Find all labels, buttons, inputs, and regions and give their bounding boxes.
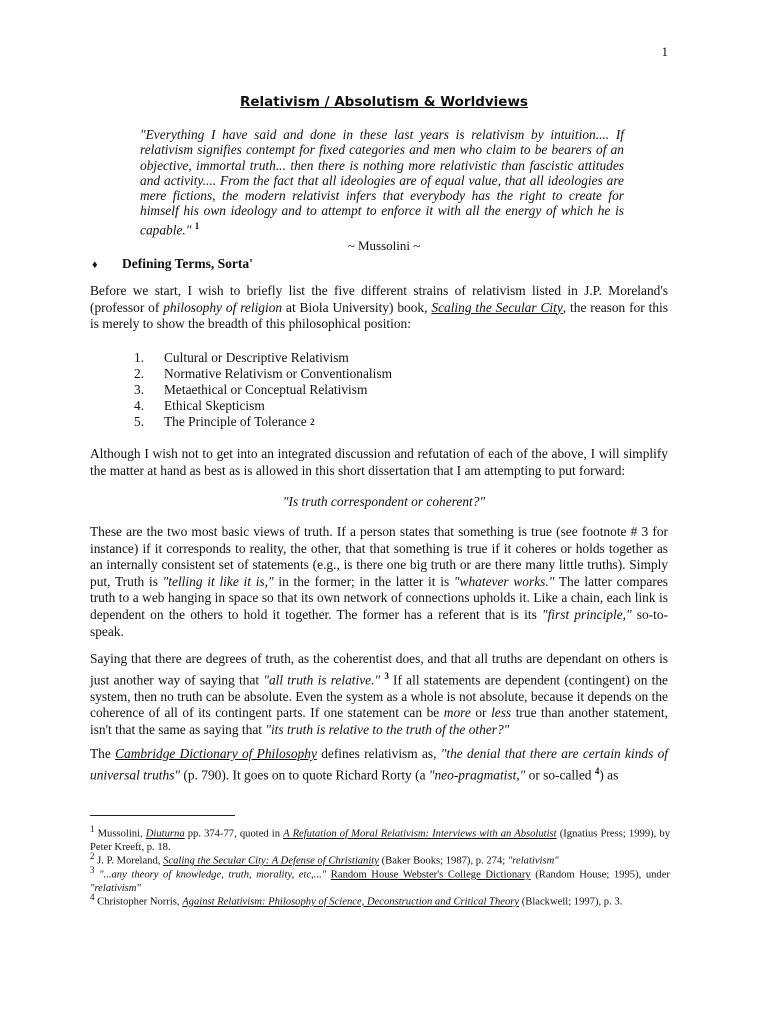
footnote-ref-1: 1 bbox=[194, 220, 200, 231]
text: (Baker Books; 1987), p. 274; bbox=[378, 855, 508, 867]
list-text: Normative Relativism or Conventionalism bbox=[164, 366, 392, 381]
book-title: Scaling the Secular City bbox=[431, 299, 563, 315]
emphasis-text: "relativism" bbox=[90, 882, 141, 894]
text: The latter compares truth to a web hanging in space so that its own network of connections upholds it. Like a chain, each link is dependent on the others to hold it together. The former has a referent that is its bbox=[90, 573, 668, 622]
list-item bbox=[134, 414, 392, 430]
text: These are the two most basic views of truth. If a person states that something is true (see footnote # 3 for instance) if it corresponds to reality, the other, that that something is true if it coheres or holds together as an internally consistent set of statements (e.g., is there one big truth or are there many little truths). Simply put, Truth is bbox=[90, 524, 668, 589]
text: ) as bbox=[599, 767, 619, 783]
text: The bbox=[90, 746, 116, 761]
list-item bbox=[134, 398, 392, 414]
text: (p. 790). It goes on to quote Richard Rorty (a bbox=[180, 767, 429, 783]
diamond-bullet-icon: ♦ bbox=[92, 259, 98, 271]
epigraph-quote bbox=[140, 127, 624, 238]
emphasis-text: "all truth is relative." bbox=[263, 672, 381, 688]
list-number: 1. bbox=[134, 350, 145, 365]
text: (Ignatius Press; 1999), by Peter Kreeft, p. 18. bbox=[90, 828, 670, 853]
text: so-to-speak. bbox=[90, 606, 669, 639]
emphasis-text: "first principle," bbox=[541, 606, 632, 622]
list-number: 3. bbox=[134, 382, 145, 397]
relativism-list bbox=[134, 350, 392, 430]
book-title: Against Relativism: Philosophy of Science, Deconstruction and Critical Theory bbox=[182, 896, 520, 908]
list-text: The Principle of Tolerance bbox=[164, 414, 307, 429]
paragraph-5 bbox=[90, 746, 668, 784]
emphasis-text: philosophy of religion bbox=[163, 299, 283, 315]
footnote-4 bbox=[90, 891, 670, 909]
footnote-number: 1 bbox=[90, 824, 95, 834]
paragraph-2: Although I wish not to get into an integrated discussion and refutation of each of the above, I will simplify the matter at hand as best as is allowed in this short dissertation that I am attempting to put forward: bbox=[90, 446, 668, 478]
emphasis-text: more bbox=[443, 705, 471, 721]
emphasis-text: "whatever works." bbox=[453, 573, 555, 589]
text: , the reason for this is merely to show the breadth of this philosophical position: bbox=[90, 299, 668, 332]
list-item bbox=[134, 366, 392, 382]
list-item bbox=[134, 382, 392, 398]
emphasis-text: "its truth is relative to the truth of the other?" bbox=[265, 721, 510, 737]
book-title: Random House Webster's College Dictionary bbox=[330, 869, 531, 881]
quote-attribution: ~ Mussolini ~ bbox=[347, 238, 421, 253]
section-heading bbox=[92, 256, 253, 272]
text: at Biola University) book, bbox=[282, 299, 432, 315]
quote-text: "Everything I have said and done in these last years is relativism by intuition.... If relativism signifies contempt for fixed categories and men who claim to be bearers of an objective, immortal truth... then there is nothing more relativistic than fascistic attitudes and activity.... From the fact that all ideologies are of equal value, that all ideologies are mere fictions, the modern relativist infers that everybody has the right to create for himself his own ideology and to attempt to enforce it with all the energy of which he is capable." bbox=[140, 127, 624, 238]
paragraph-3 bbox=[90, 524, 668, 640]
section-heading-text: Defining Terms, Sorta' bbox=[122, 256, 253, 271]
book-title: Diuturna bbox=[145, 828, 185, 840]
list-text: Metaethical or Conceptual Relativism bbox=[164, 382, 368, 397]
text: Christopher Norris, bbox=[94, 896, 183, 908]
emphasis-text: "relativism" bbox=[507, 855, 559, 867]
text: Mussolini, bbox=[94, 828, 146, 840]
emphasis-text: "...any theory of knowledge, truth, morality, etc,..." bbox=[99, 869, 327, 881]
text: J. P. Moreland, bbox=[94, 855, 164, 867]
footnote-ref-3: 3 bbox=[384, 670, 389, 681]
list-number: 4. bbox=[134, 398, 145, 413]
page-number: 1 bbox=[661, 44, 668, 59]
list-text: Ethical Skepticism bbox=[164, 398, 265, 413]
emphasis-text: less bbox=[491, 705, 512, 721]
paragraph-4 bbox=[90, 651, 668, 738]
book-title: Scaling the Secular City: A Defense of Christianity bbox=[163, 855, 379, 867]
text: Saying that there are degrees of truth, as the coherentist does, and that all truths are dependant on others is just another way of saying that bbox=[90, 651, 668, 688]
emphasis-text: "telling it like it is," bbox=[162, 573, 274, 589]
list-number: 2. bbox=[134, 366, 145, 381]
text: pp. 374-77, quoted in bbox=[184, 828, 284, 840]
text: in the former; in the latter it is bbox=[273, 573, 454, 589]
book-title: Cambridge Dictionary of Philosophy bbox=[115, 746, 317, 761]
emphasis-text: "the denial that there are certain kinds of universal truths" bbox=[90, 746, 669, 783]
list-text: Cultural or Descriptive Relativism bbox=[164, 350, 349, 365]
list-item bbox=[134, 350, 392, 366]
intro-paragraph bbox=[90, 283, 668, 333]
footnote-ref-2: 2 bbox=[310, 417, 315, 427]
text: defines relativism as, bbox=[316, 746, 441, 761]
footnote-number: 2 bbox=[90, 851, 95, 861]
list-number: 5. bbox=[134, 414, 145, 429]
text: If all statements are dependent (contingent) on the system, then no truth can be absolute. Even the system as a whole is not absolute, because it depends on the coherence of all of its contingent parts. If one statement can be bbox=[90, 672, 668, 721]
book-title: A Refutation of Moral Relativism: Interviews with an Absolutist bbox=[283, 828, 557, 840]
text: (Random House; 1995), under bbox=[530, 869, 670, 881]
text: or so-called bbox=[525, 767, 595, 783]
text: (Blackwell; 1997), p. 3. bbox=[519, 896, 623, 908]
central-question: "Is truth correspondent or coherent?" bbox=[282, 494, 486, 509]
text: true than another statement, isn't that the same as saying that bbox=[90, 705, 669, 737]
page-title: Relativism / Absolutism & Worldviews bbox=[240, 94, 528, 110]
footnote-ref-4: 4 bbox=[594, 765, 600, 776]
footnote-number: 4 bbox=[90, 892, 95, 902]
text: or bbox=[470, 705, 492, 721]
emphasis-text: "neo-pragmatist," bbox=[428, 767, 526, 783]
footnote-divider bbox=[90, 815, 235, 816]
footnote-number: 3 bbox=[90, 865, 95, 875]
text: Before we start, I wish to briefly list the five different strains of relativism listed in J.P. Moreland's (professor of bbox=[90, 283, 668, 315]
